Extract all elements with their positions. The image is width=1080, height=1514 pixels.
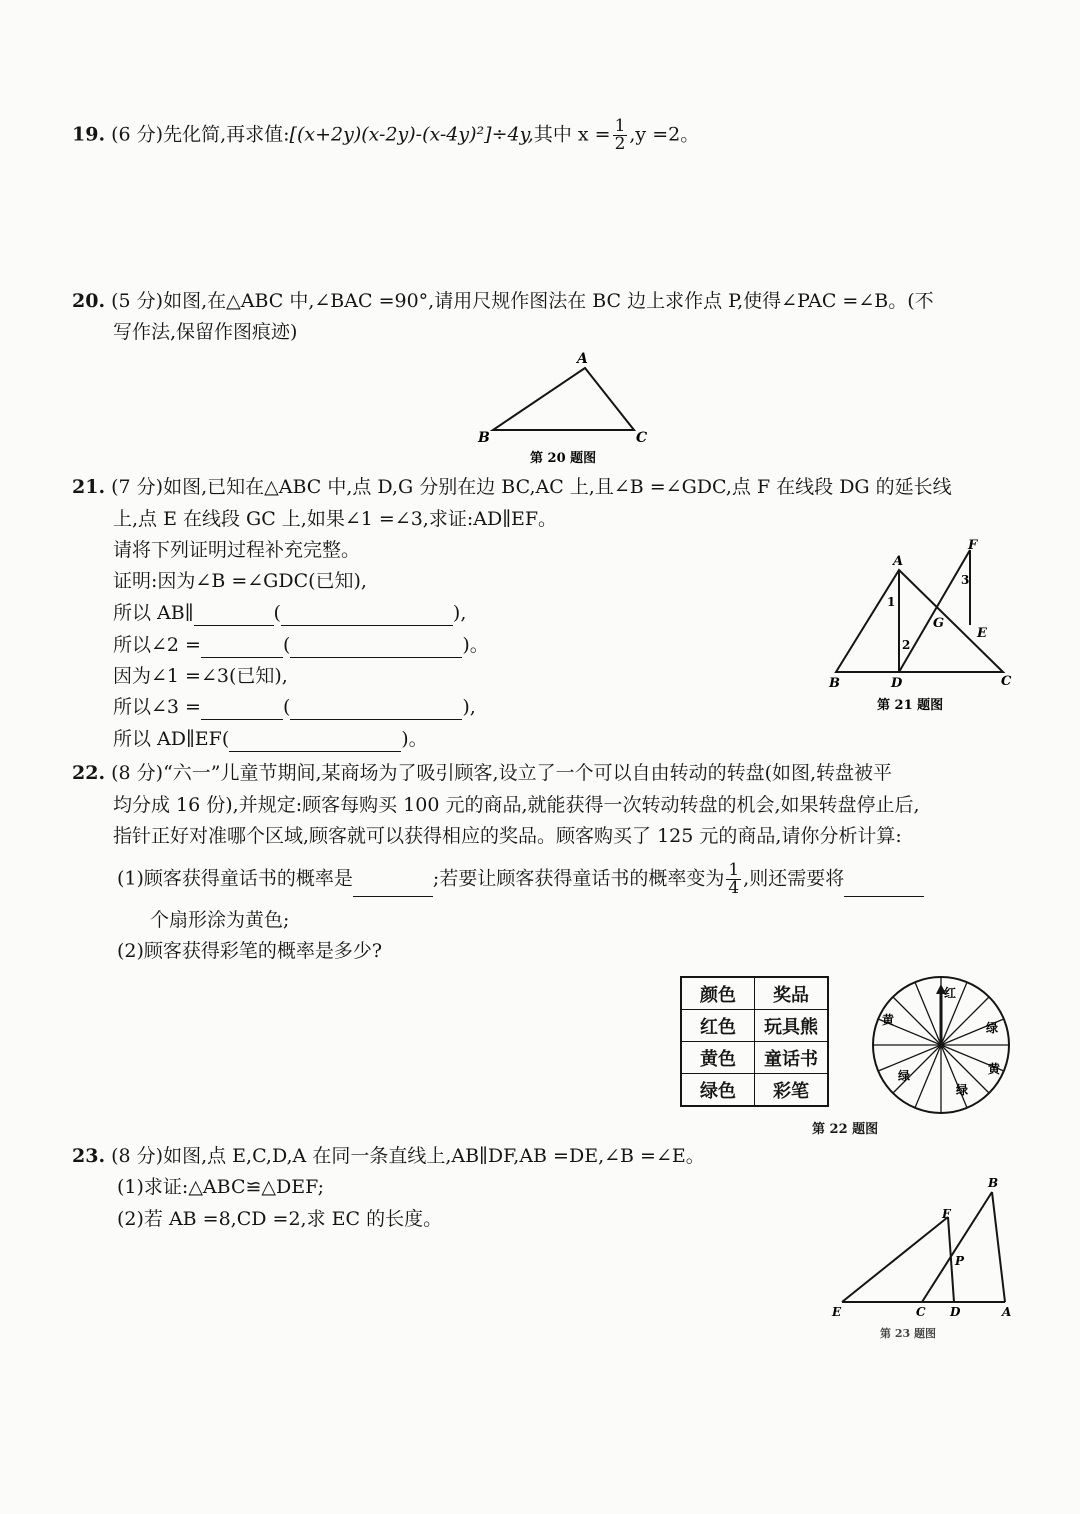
wheel-label-green: 绿 [898, 1069, 911, 1083]
q21-proof-step-3 [113, 632, 489, 658]
q22-fraction-denominator: 4 [728, 878, 740, 898]
q21-proof-step-1: 证明:因为∠B =∠GDC(已知), [113, 570, 367, 592]
q21-blank-reason[interactable] [281, 605, 453, 626]
q20-number: 20. [72, 290, 106, 312]
q21-proof-2-text: 所以 AB∥ [113, 602, 194, 624]
q20-label-a: A [577, 351, 588, 367]
q21-angle-2: 2 [902, 638, 911, 652]
q22-spinner-wheel [868, 972, 1014, 1118]
q23-part1: (1)求证:△ABC≌△DEF; [117, 1176, 325, 1198]
q21-blank[interactable] [194, 605, 274, 626]
q19-condition-prefix: 其中 x = [533, 123, 611, 146]
q21-segment-df [899, 550, 970, 672]
q23-label-e: E [832, 1305, 842, 1319]
q23-label-d: D [950, 1305, 961, 1319]
table-row [681, 1010, 828, 1042]
q21-open-paren: ( [282, 696, 291, 718]
q20-text-line2: 写作法,保留作图痕迹) [113, 321, 298, 343]
q21-text-line2: 上,点 E 在线段 GC 上,如果∠1 =∠3,求证:AD∥EF。 [113, 508, 558, 530]
table-cell: 童话书 [755, 1042, 829, 1074]
q22-part1-a: (1)顾客获得童话书的概率是 [117, 867, 353, 890]
wheel-label-yellow: 黄 [988, 1062, 1001, 1076]
q20-line1 [72, 288, 934, 314]
q22-part1-c: ,则还需要将 [743, 867, 845, 890]
table-row [681, 977, 828, 1010]
wheel-label-yellow: 黄 [882, 1013, 895, 1027]
q23-number: 23. [72, 1145, 106, 1167]
wheel-label-green: 绿 [956, 1083, 969, 1097]
q21-label-g: G [933, 616, 945, 631]
table-cell: 玩具熊 [755, 1010, 829, 1042]
table-cell: 黄色 [681, 1042, 755, 1074]
q19-line [72, 118, 699, 153]
q20-triangle [493, 368, 634, 430]
q19-fraction-denominator: 2 [614, 134, 626, 154]
q22-part1-d: 个扇形涂为黄色; [150, 909, 290, 931]
q21-close-comma: ), [452, 602, 467, 624]
q19-fraction [613, 118, 628, 153]
q21-proof-3-text: 所以∠2 = [113, 634, 201, 656]
table-header-cell: 颜色 [681, 977, 755, 1010]
q23-caption: 第 23 题图 [880, 1327, 936, 1340]
q21-number: 21. [72, 476, 106, 498]
q21-triangle-abc [836, 570, 1003, 672]
q19-fraction-numerator: 1 [614, 116, 626, 136]
q20-label-b: B [478, 430, 490, 446]
q22-line1 [72, 760, 892, 786]
q23-segment-ba [992, 1192, 1005, 1302]
q21-label-c: C [1001, 674, 1012, 689]
q22-fraction [726, 862, 741, 897]
q21-proof-step-4: 因为∠1 =∠3(已知), [113, 665, 288, 687]
q23-label-c: C [916, 1305, 926, 1319]
q22-prize-table [680, 976, 829, 1107]
table-row [681, 1042, 828, 1074]
q21-blank[interactable] [201, 637, 283, 658]
table-header-cell: 奖品 [755, 977, 829, 1010]
q21-figure [825, 535, 1025, 720]
q21-proof-5-text: 所以∠3 = [113, 696, 201, 718]
q22-caption: 第 22 题图 [812, 1122, 879, 1137]
q21-close-period: )。 [401, 728, 428, 750]
q19-lead: 先化简,再求值: [163, 123, 290, 146]
q19-score: (6 分) [111, 123, 164, 146]
table-row [681, 1074, 828, 1107]
q20-caption: 第 20 题图 [530, 451, 597, 466]
table-cell: 绿色 [681, 1074, 755, 1107]
q21-caption: 第 21 题图 [877, 698, 944, 713]
q21-proof-step-5 [113, 694, 476, 720]
q23-label-f: F [942, 1207, 951, 1221]
q21-score: (7 分) [111, 476, 164, 498]
q23-figure [830, 1170, 1020, 1345]
table-cell: 红色 [681, 1010, 755, 1042]
q21-close-period: )。 [462, 634, 489, 656]
q21-proof-step-2 [113, 600, 466, 626]
q21-open-paren: ( [273, 602, 281, 624]
q21-text-line1: 如图,已知在△ABC 中,点 D,G 分别在边 BC,AC 上,且∠B =∠GDC,点 F 在线段 DG 的延长线 [163, 476, 952, 498]
q21-proof-6-text: 所以 AD∥EF( [113, 728, 230, 750]
q21-blank-reason[interactable] [229, 731, 401, 752]
q20-text-line1: 如图,在△ABC 中,∠BAC =90°,请用尺规作图法在 BC 边上求作点 P,使得∠PAC =∠B。(不 [163, 290, 934, 312]
q23-segment-ef [842, 1217, 948, 1302]
q23-text-line1: 如图,点 E,C,D,A 在同一条直线上,AB∥DF,AB =DE,∠B =∠E。 [163, 1145, 705, 1167]
q22-part2: (2)顾客获得彩笔的概率是多少? [117, 940, 383, 962]
q21-blank[interactable] [201, 699, 283, 720]
q23-segment-bc [922, 1192, 992, 1302]
q23-score: (8 分) [111, 1145, 164, 1167]
q20-label-c: C [636, 430, 648, 446]
q21-label-b: B [829, 676, 840, 691]
q22-blank[interactable] [353, 876, 433, 897]
q22-part1-b: ;若要让顾客获得童话书的概率变为 [432, 867, 725, 890]
q21-line1 [72, 474, 952, 500]
q21-blank-reason[interactable] [290, 637, 462, 658]
q23-label-p: P [955, 1254, 965, 1268]
wheel-label-green: 绿 [986, 1021, 999, 1035]
q20-figure [470, 345, 670, 470]
q21-close-comma: ), [462, 696, 476, 718]
q21-label-d: D [891, 676, 903, 691]
q23-part2: (2)若 AB =8,CD =2,求 EC 的长度。 [117, 1208, 443, 1230]
q20-score: (5 分) [111, 290, 164, 312]
q21-proof-step-6 [113, 726, 428, 752]
q22-fraction-numerator: 1 [728, 860, 740, 880]
q21-blank-reason[interactable] [290, 699, 462, 720]
q21-open-paren: ( [282, 634, 291, 656]
q23-label-b: B [988, 1176, 999, 1190]
q23-label-a: A [1002, 1305, 1012, 1319]
q22-text-line2: 均分成 16 份),并规定:顾客每购买 100 元的商品,就能获得一次转动转盘的机会,如果转盘停止后, [113, 794, 920, 816]
q22-part1 [117, 862, 924, 897]
q22-blank[interactable] [844, 876, 924, 897]
q21-text-line3: 请将下列证明过程补充完整。 [113, 539, 361, 561]
q19-expression: [(x+2y)(x-2y)-(x-4y)²]÷4y, [289, 123, 534, 146]
q21-label-a: A [893, 554, 904, 569]
q19-number: 19. [72, 123, 106, 146]
q21-label-e: E [977, 626, 987, 641]
q22-number: 22. [72, 762, 106, 784]
wheel-hub [938, 1042, 944, 1048]
table-cell: 彩笔 [755, 1074, 829, 1107]
q19-condition-suffix: ,y =2。 [629, 123, 700, 146]
wheel-label-red: 红 [944, 986, 957, 1000]
q22-text-line1: “六一”儿童节期间,某商场为了吸引顾客,设立了一个可以自由转动的转盘(如图,转盘被平 [163, 762, 893, 784]
q22-text-line3: 指针正好对准哪个区域,顾客就可以获得相应的奖品。顾客购买了 125 元的商品,请你分析计算: [113, 825, 902, 847]
q21-angle-1: 1 [887, 595, 896, 609]
q23-line1 [72, 1143, 705, 1169]
q21-angle-3: 3 [961, 573, 970, 587]
q22-score: (8 分) [111, 762, 164, 784]
q21-label-f: F [968, 538, 978, 553]
